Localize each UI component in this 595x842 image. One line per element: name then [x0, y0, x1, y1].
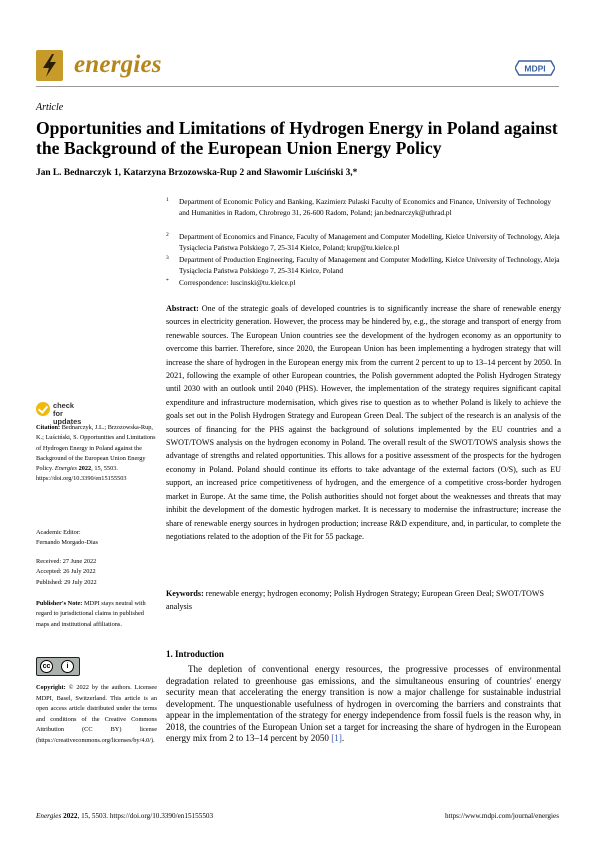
section-heading: 1. Introduction	[166, 649, 224, 659]
copyright-notice: Copyright: © 2022 by the authors. Licensee MDPI, Basel, Switzerland. This article is an open access article distributed under the terms and conditions of the Creative Commons Attribution (CC BY) license (https://creativecommons.org/licenses/by/4.0/).	[36, 684, 157, 744]
mdpi-logo-icon	[515, 58, 555, 78]
abstract	[166, 302, 561, 543]
citation-link[interactable]: [1]	[331, 733, 342, 743]
header-divider	[36, 86, 559, 87]
by-icon: i	[61, 660, 74, 673]
journal-logo-icon	[36, 50, 63, 81]
accepted-date: Accepted: 26 July 2022	[36, 568, 96, 576]
published-date: Published: 29 July 2022	[36, 578, 97, 586]
publisher-name: MDPI	[524, 63, 546, 74]
citation-block: Citation: Bednarczyk, J.L.; Brzozowska-Rup, K.; Luściński, S. Opportunities and Limitations of Hydrogen Energy in Poland against the Background of the European Union Energy Policy. Energies 2022, 15, 5503. https://doi.org/10.3390/en15155503	[36, 424, 156, 483]
keywords-text: renewable energy; hydrogen economy; Polish Hydrogen Strategy; European Green Deal; SWOT/TOWS analysis	[166, 589, 544, 611]
article-title: Opportunities and Limitations of Hydrogen Energy in Poland against the Background of the European Union Energy Policy	[36, 118, 558, 158]
cc-license-icon[interactable]	[36, 657, 80, 676]
academic-editor: Academic Editor: Fernando Morgado-Dias	[36, 529, 98, 547]
abstract-label: Abstract:	[166, 304, 199, 313]
journal-name: energies	[74, 51, 162, 78]
footer-citation: Energies 2022, 15, 5503. https://doi.org/10.3390/en15155503	[36, 812, 214, 820]
author-list: Jan L. Bednarczyk 1, Katarzyna Brzozowska-Rup 2 and Sławomir Luściński 3,*	[36, 168, 358, 178]
received-date: Received: 27 June 2022	[36, 558, 97, 565]
abstract-text: One of the strategic goals of developed countries is to significantly increase the share of renewable energy sources in electricity generation. However, the process may be hindered by, e.g., the storage and transport of energy from renewable sources. The European Union countries see the development of the hydrogen economy as an opportunity to overcome this barrier. Therefore, since 2020, the European Union has been implementing a hydrogen strategy that will increase the share of hydrogen in the European energy mix from the current 2 percent to up to 13–14 percent by 2050. In 2021, following the example of other European countries, the Polish government adopted the Polish Hydrogen Strategy until 2030 with an outlook until 2040 (PHS). However, the implementation of the strategy requires significant capital expenditure and infrastructure modernisation, which gives rise to question as to whether Poland is likely to achieve the goals set out in the Polish Hydrogen Strategy and European Green Deal. The subject of the research is an analysis of the sources of financing for the PHS against the background of solutions implemented by the EU countries and a SWOT/TOWS analysis on the hydrogen economy in Poland. The overall result of the SWOT/TOWS analysis shows the advantage of strengths and related opportunities. This allows for a positive assessment of the prospects for the hydrogen economy in Poland. Poland should continue its efforts to take advantage of the external factors (O/S), such as EU support, an increased price competitiveness of hydrogen, and the emergence of a competitive cross-border hydrogen market in Europe. At the same time, the Polish authorities should not forget about the weaknesses and threats that may inhibit the development of the domestic hydrogen market. It is necessary to modernise the infrastructure; increase the share of renewable energy sources in hydrogen production; increase R&D expenditure, and, in particular, to complete the negotiations related to the adoption of the Fit for 55 package.	[166, 304, 561, 541]
keywords-label: Keywords:	[166, 589, 204, 598]
check-icon	[36, 402, 50, 416]
dates-block	[36, 557, 158, 588]
publisher-note: Publisher's Note: MDPI stays neutral with regard to jurisdictional claims in published maps and institutional affiliations.	[36, 600, 146, 628]
article-type: Article	[36, 102, 64, 113]
citation-doi: 15, 5503. https://doi.org/10.3390/en15155503	[36, 465, 127, 483]
footer-journal-url[interactable]: https://www.mdpi.com/journal/energies	[445, 812, 559, 820]
keywords	[166, 588, 561, 614]
intro-paragraph: The depletion of conventional energy resources, the progressive processes of environmental degradation related to greenhouse gas emissions, and the simultaneous ensuring of countries' energy security mean that accelerating the energy transition is now a major challenge for sustainable industrial development. The unquestionable usefulness of hydrogen in overcoming the barriers and constraints that appear in the implementation of the strategy for energy independence from fossil fuels is the reason why, in 2018, the countries of the European Union set a target for increasing the share of hydrogen in the European energy mix from 2 to 13–14 percent by 2050 [1].	[166, 664, 561, 743]
cc-icon: cc	[40, 660, 53, 673]
